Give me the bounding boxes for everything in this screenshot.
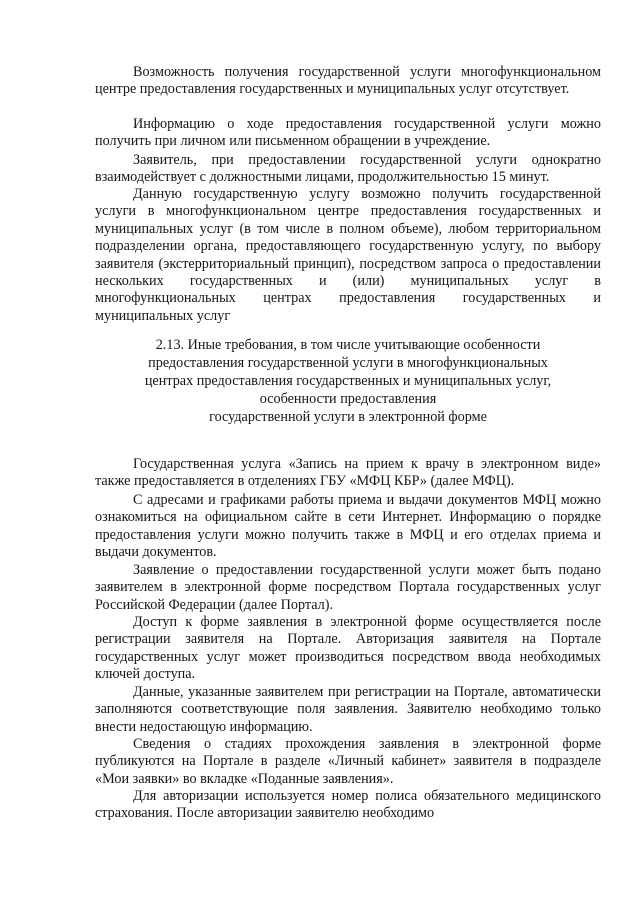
heading-line: предоставления государственной услуги в многофункциональных: [148, 355, 548, 371]
paragraph-authorization: Для авторизации используется номер полиса обязательного медицинского страхования. После авторизации заявителю необходимо: [95, 788, 601, 822]
paragraph-status-info: Информацию о ходе предоставления государственной услуги можно получить при личном или письменном обращении в учреждение.: [95, 116, 601, 150]
paragraph-electronic-application: Заявление о предоставлении государственной услуги может быть подано заявителем в электронной форме посредством Портала государственных услуг Российской Федерации (далее Портал).: [95, 562, 601, 613]
paragraph-mfc-availability: Данную государственную услугу возможно получить государственной услуги в многофункциональном центре предоставления государственных и муниципальных услуг (в том числе в полном объеме), любом территориальном подразделении органа, предоставляющего государственную услугу, по выбору заявителя (экстерриториальный принцип), посредством запроса о предоставлении нескольких государственных и (или) муниципальных услуг в многофункциональных центрах предоставления государственных и муниципальных услуг: [95, 186, 601, 324]
paragraph-interaction-time: Заявитель, при предоставлении государственной услуги однократно взаимодействует с должностными лицами, продолжительностью 15 минут.: [95, 152, 601, 186]
heading-line: особенности предоставления: [259, 391, 437, 407]
paragraph-service-description: Государственная услуга «Запись на прием к врачу в электронном виде» также предоставляется в отделениях ГБУ «МФЦ КБР» (далее МФЦ).: [95, 456, 601, 490]
section-heading-2-13: [95, 336, 601, 426]
paragraph-application-status: Сведения о стадиях прохождения заявления в электронной форме публикуются на Портале в разделе «Личный кабинет» заявителя в подразделе «Мои заявки» во вкладке «Поданные заявления».: [95, 736, 601, 787]
paragraph-portal-data: Данные, указанные заявителем при регистрации на Портале, автоматически заполняются соответствующие поля заявления. Заявителю необходимо только внести недостающую информацию.: [95, 684, 601, 735]
heading-line: 2.13. Иные требования, в том числе учитывающие особенности: [155, 337, 541, 353]
paragraph-portal-access: Доступ к форме заявления в электронной форме осуществляется после регистрации заявителя на Портале. Авторизация заявителя на Портале государственных услуг может производиться посредством ввода необходимых ключей доступа.: [95, 614, 601, 683]
heading-line: государственной услуги в электронной форме: [209, 409, 487, 425]
heading-line: центрах предоставления государственных и муниципальных услуг,: [144, 373, 552, 389]
paragraph-mfc-addresses: С адресами и графиками работы приема и выдачи документов МФЦ можно ознакомиться на официальном сайте в сети Интернет. Информацию о порядке предоставления услуги можно получить также в МФЦ и его отделах приема и выдачи документов.: [95, 492, 601, 561]
paragraph-mfc-unavailable: Возможность получения государственной услуги многофункциональном центре предоставления государственных и муниципальных услуг отсутствует.: [95, 64, 601, 98]
